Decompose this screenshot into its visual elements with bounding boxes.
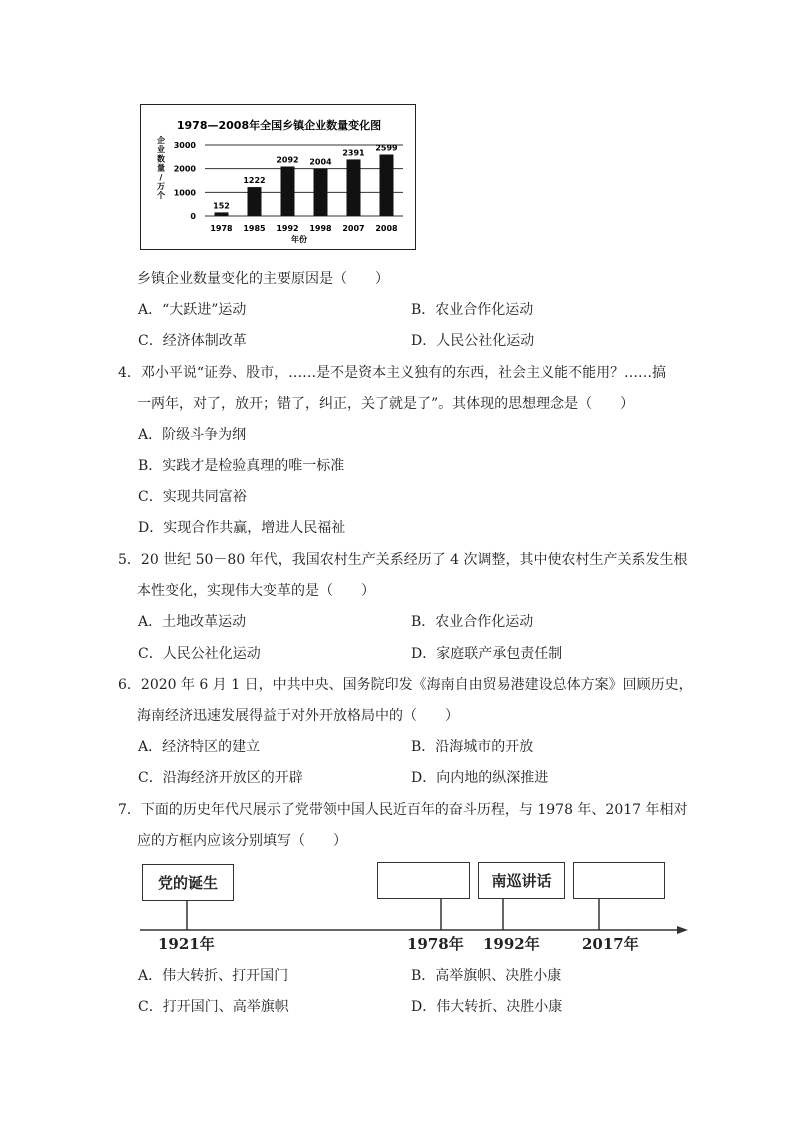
chart-bar — [347, 159, 361, 216]
q6-option-c[interactable]: C．沿海经济开放区的开辟 — [138, 770, 303, 786]
chart-data-label: 2391 — [342, 148, 365, 158]
q6-option-d[interactable]: D．向内地的纵深推进 — [411, 770, 549, 786]
q6-option-b[interactable]: B．沿海城市的开放 — [411, 739, 534, 755]
chart-ytick-label: 3000 — [173, 141, 196, 150]
q3-option-d[interactable]: D．人民公社化运动 — [411, 333, 535, 349]
q7-option-b[interactable]: B．高举旗帜、决胜小康 — [411, 968, 562, 984]
bar-chart — [140, 104, 416, 250]
chart-xtick-label: 1978 — [210, 224, 233, 233]
q3-stem: 乡镇企业数量变化的主要原因是（ ） — [137, 271, 389, 287]
chart-bar — [281, 166, 295, 216]
chart-data-label: 2599 — [375, 143, 398, 153]
chart-xtick-label: 2008 — [375, 224, 398, 233]
chart-ylabel-char: 万 — [157, 182, 165, 191]
chart-xlabel: 年份 — [291, 235, 307, 244]
chart-xtick-label: 1992 — [276, 224, 299, 233]
q5-option-b[interactable]: B．农业合作化运动 — [411, 614, 534, 630]
chart-ytick-label: 2000 — [173, 164, 196, 174]
timeline-axis — [140, 898, 692, 934]
q6-option-a[interactable]: A．经济特区的建立 — [138, 739, 261, 755]
chart-bar — [380, 154, 394, 216]
chart-ylabel-char: / — [159, 172, 163, 182]
q7-stem-line2: 应的方框内应该分别填写（ ） — [137, 833, 347, 849]
q4-option-d[interactable]: D．实现合作共赢，增进人民福祉 — [138, 520, 346, 536]
q5-stem-line1: 5．20 世纪 50－80 年代，我国农村生产关系经历了 4 次调整，其中使农村生产关系发生根 — [118, 552, 688, 568]
timeline-box-1978-blank[interactable] — [377, 862, 470, 899]
q4-option-b[interactable]: B．实践才是检验真理的唯一标准 — [138, 458, 345, 474]
q6-stem-line1: 6．2020 年 6 月 1 日，中共中央、国务院印发《海南自由贸易港建设总体方案》回顾历史， — [118, 677, 693, 693]
chart-plot-area — [174, 141, 403, 233]
chart-ylabel — [157, 135, 165, 200]
chart-ylabel-char: 个 — [157, 191, 165, 201]
chart-data-label: 1222 — [243, 176, 266, 186]
chart-ytick-label: 0 — [190, 212, 196, 221]
chart-data-label: 2092 — [276, 155, 299, 165]
q5-option-d[interactable]: D．家庭联产承包责任制 — [411, 646, 563, 662]
timeline-year-1978: 1978年 — [407, 935, 464, 953]
timeline-year-1992: 1992年 — [483, 935, 540, 953]
chart-xtick-label: 1998 — [309, 224, 332, 233]
q5-stem-line2: 本性变化，实现伟大变革的是（ ） — [137, 583, 375, 599]
chart-ylabel-char: 量 — [157, 163, 165, 173]
q4-stem-line2: 一两年，对了，放开；错了，纠正，关了就是了”。其体现的思想理念是（ ） — [137, 396, 635, 412]
q4-option-c[interactable]: C．实现共同富裕 — [138, 489, 247, 505]
q3-option-c[interactable]: C．经济体制改革 — [138, 333, 247, 349]
chart-ylabel-char: 数 — [157, 154, 165, 164]
chart-ylabel-char: 企 — [157, 136, 165, 145]
q7-option-a[interactable]: A．伟大转折、打开国门 — [138, 968, 289, 984]
q3-option-b[interactable]: B．农业合作化运动 — [411, 302, 534, 318]
timeline-year-2017: 2017年 — [582, 935, 639, 953]
chart-ytick-label: 1000 — [173, 188, 196, 198]
chart-bar — [248, 187, 262, 216]
chart-bar — [314, 169, 328, 216]
q4-option-a[interactable]: A．阶级斗争为纲 — [138, 427, 247, 443]
chart-canvas — [141, 105, 417, 251]
q5-option-c[interactable]: C．人民公社化运动 — [138, 646, 261, 662]
chart-data-label: 152 — [213, 201, 230, 211]
q3-option-a[interactable]: A．“大跃进”运动 — [138, 302, 247, 318]
q5-option-a[interactable]: A．土地改革运动 — [138, 614, 247, 630]
q4-stem-line1: 4．邓小平说“证券、股市，……是不是资本主义独有的东西，社会主义能不能用？……搞 — [118, 365, 667, 381]
chart-xtick-label: 2007 — [342, 224, 365, 233]
timeline-year-1921: 1921年 — [158, 935, 215, 953]
timeline-box-party-founding: 党的诞生 — [142, 864, 234, 901]
chart-data-label: 2004 — [309, 157, 332, 167]
chart-bar — [215, 212, 229, 216]
timeline-box-southern-tour: 南巡讲话 — [478, 862, 565, 899]
chart-ylabel-char: 业 — [157, 145, 165, 155]
q7-option-c[interactable]: C．打开国门、高举旗帜 — [138, 999, 289, 1015]
chart-title: 1978—2008年全国乡镇企业数量变化图 — [176, 119, 382, 132]
q6-stem-line2: 海南经济迅速发展得益于对外开放格局中的（ ） — [137, 708, 459, 724]
q7-stem-line1: 7．下面的历史年代尺展示了党带领中国人民近百年的奋斗历程，与 1978 年、2017 年相对 — [118, 802, 688, 818]
chart-xtick-label: 1985 — [243, 224, 266, 233]
q7-option-d[interactable]: D．伟大转折、决胜小康 — [411, 999, 563, 1015]
timeline-box-2017-blank[interactable] — [573, 862, 665, 899]
